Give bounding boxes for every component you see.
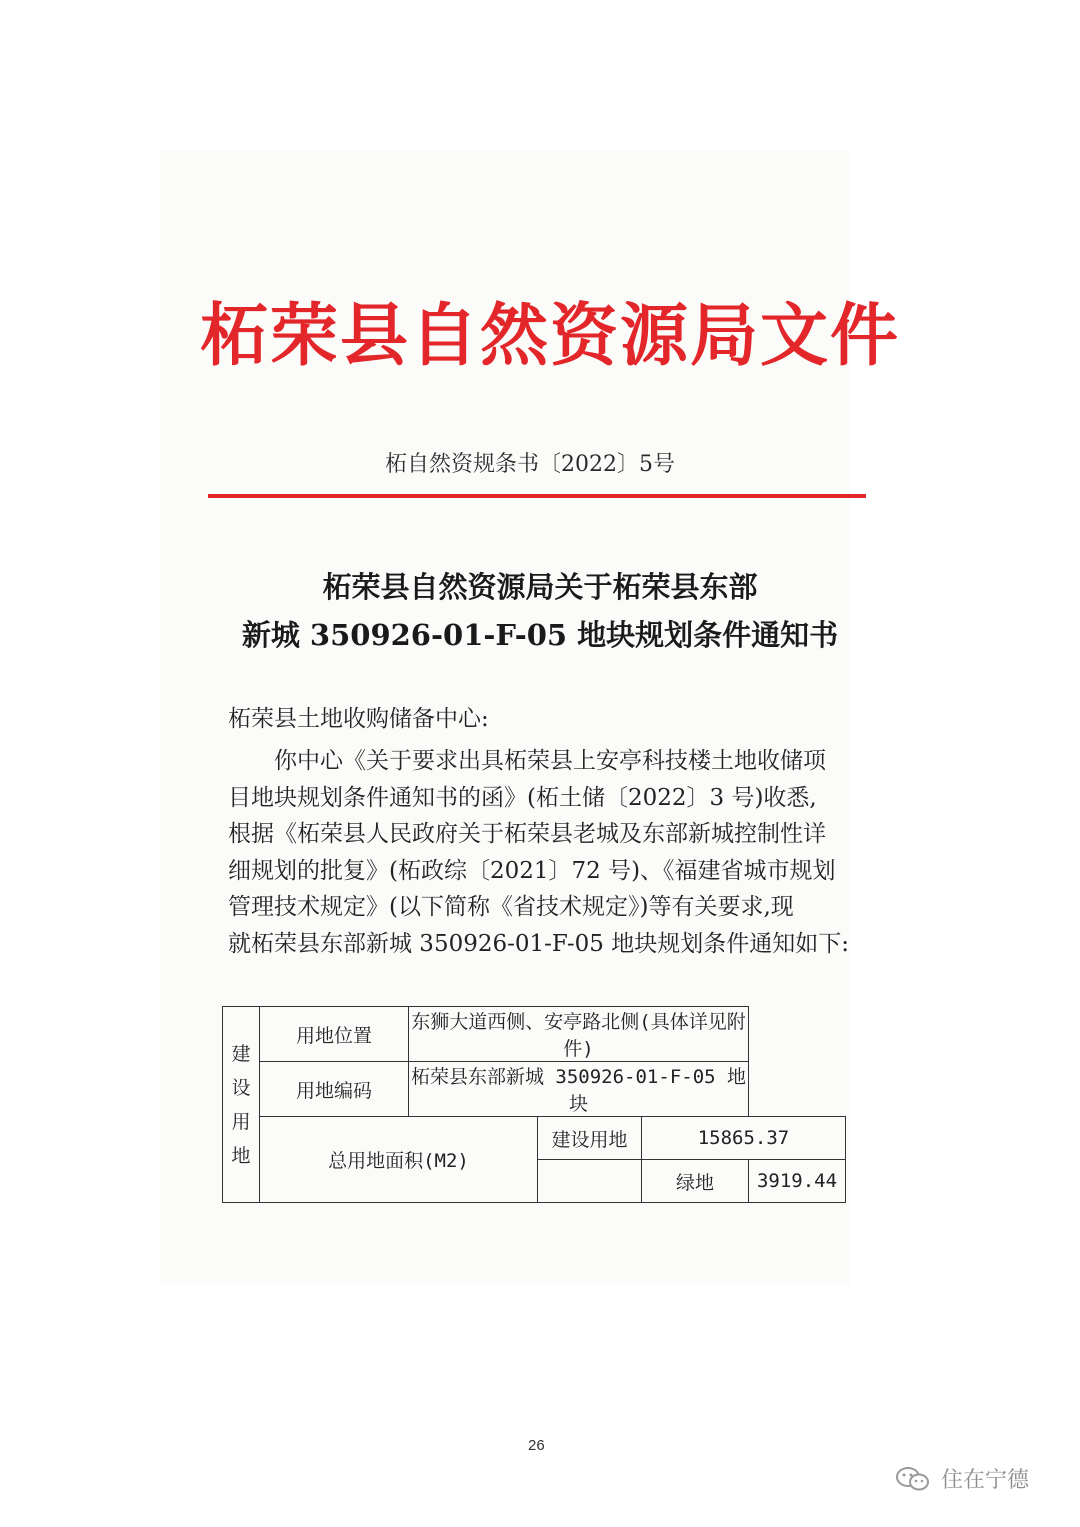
empty-cell: [538, 1160, 642, 1203]
location-label: 用地位置: [260, 1007, 409, 1062]
land-info-table: [222, 1006, 846, 1203]
body-line: 管理技术规定》(以下简称《省技术规定》)等有关要求,现: [228, 894, 794, 920]
section-label-cell: [223, 1007, 260, 1203]
green-label: 绿地: [642, 1160, 749, 1203]
section-label: 建 设 用 地: [231, 1042, 251, 1167]
area-label: 总用地面积(M2): [260, 1117, 538, 1203]
page-number: 26: [528, 1437, 545, 1454]
body-line: 细规划的批复》(柘政综〔2021〕72 号)、《福建省城市规划: [228, 857, 836, 884]
location-value: 东狮大道西侧、安亭路北侧(具体详见附件): [409, 1007, 749, 1062]
body-line: 根据《柘荣县人民政府关于柘荣县老城及东部新城控制性详: [228, 821, 826, 847]
document-header: 柘荣县自然资源局文件: [200, 296, 901, 376]
account-watermark: [895, 1463, 1029, 1494]
body-line: 你中心《关于要求出具柘荣县上安亭科技楼土地收储项: [274, 748, 826, 774]
green-value: 3919.44: [749, 1160, 846, 1203]
body-line: 就柘荣县东部新城 350926-01-F-05 地块规划条件通知如下:: [228, 930, 849, 957]
document-number: 柘自然资规条书〔2022〕5号: [385, 452, 675, 477]
code-value: 柘荣县东部新城 350926-01-F-05 地块: [409, 1062, 749, 1117]
code-label: 用地编码: [260, 1062, 409, 1117]
construction-value: 15865.37: [642, 1117, 846, 1160]
title-line-1: 柘荣县自然资源局关于柘荣县东部: [322, 570, 758, 604]
title-line-2: 新城 350926-01-F-05 地块规划条件通知书: [241, 618, 839, 652]
red-divider: [208, 494, 866, 498]
construction-label: 建设用地: [538, 1117, 642, 1160]
body-text: [228, 743, 848, 962]
watermark-text: 住在宁德: [941, 1468, 1030, 1493]
addressee: 柘荣县土地收购储备中心:: [228, 706, 489, 732]
wechat-icon: [895, 1466, 931, 1492]
body-line: 目地块规划条件通知书的函》(柘土储〔2022〕3 号)收悉,: [228, 784, 817, 811]
